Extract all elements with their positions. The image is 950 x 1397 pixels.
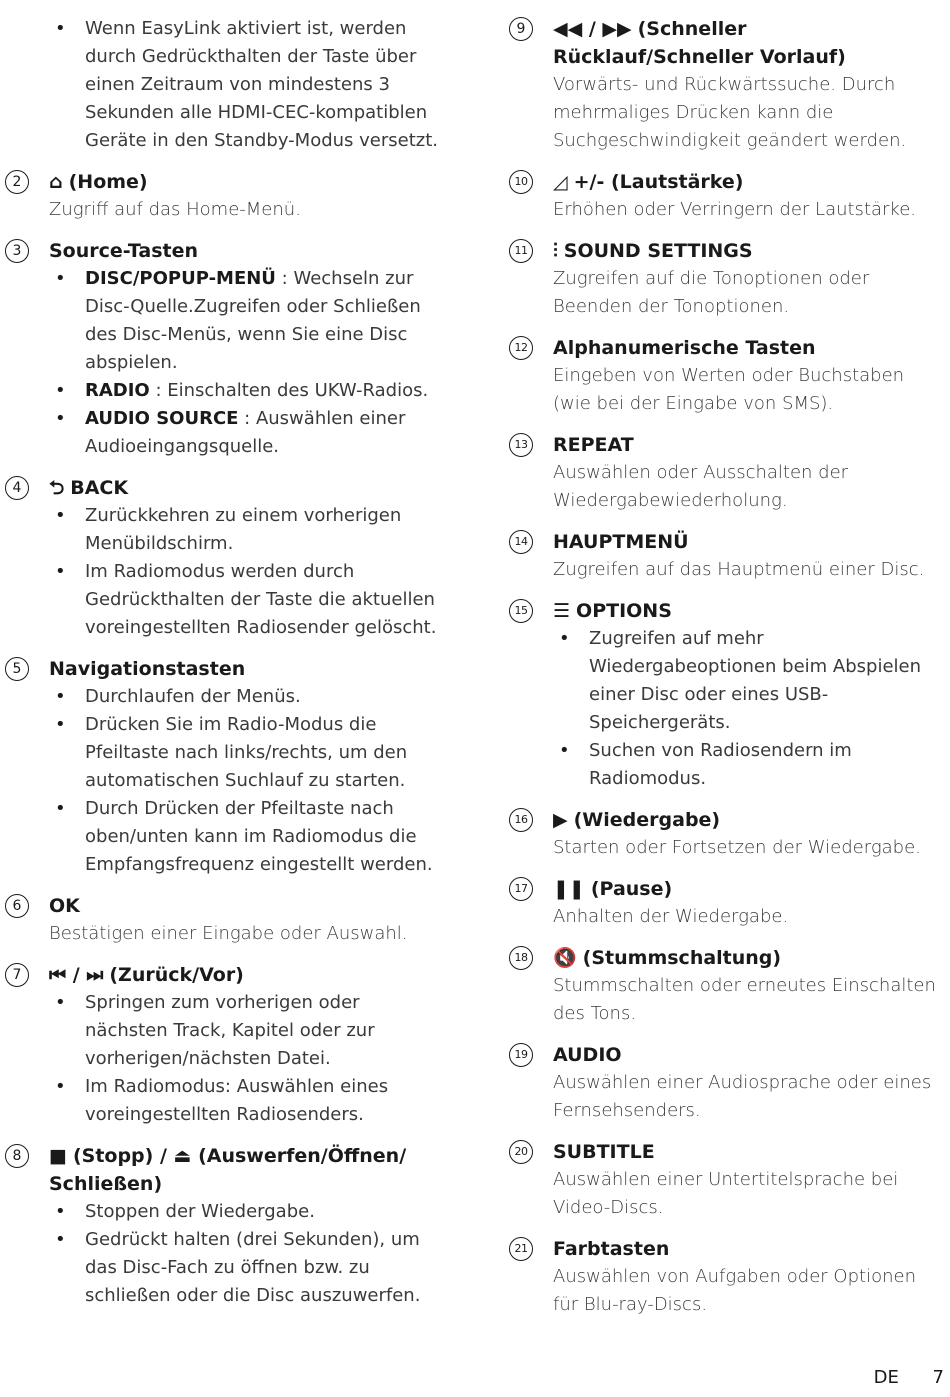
item-title-text: (Pause) <box>590 878 673 900</box>
item-title-text: Alphanumerische Tasten <box>553 337 816 359</box>
item-title <box>553 237 945 265</box>
item-number-badge: 16 <box>509 808 533 832</box>
item-number-badge: 2 <box>5 170 29 194</box>
item-number-badge: 10 <box>509 170 533 194</box>
item-number-badge: 5 <box>5 657 29 681</box>
item-title-text: HAUPTMENÜ <box>553 531 689 553</box>
item-description: Zugreifen auf die Tonoptionen oder Beenden der Tonoptionen. <box>553 268 870 317</box>
key-label: RADIO <box>85 380 150 401</box>
item-title-text: Source-Tasten <box>49 240 199 262</box>
item-number-badge: 12 <box>509 336 533 360</box>
item-title-text: OPTIONS <box>576 600 672 622</box>
item-number-badge: 6 <box>5 894 29 918</box>
item-description: Zugreifen auf das Hauptmenü einer Disc. <box>553 559 925 580</box>
bullet-item <box>49 558 445 642</box>
control-item-5 <box>5 655 445 879</box>
bullet-item <box>553 737 945 793</box>
bullet-item <box>49 989 445 1073</box>
intro-bullets <box>49 15 445 155</box>
control-item-8 <box>5 1142 445 1310</box>
item-description: Bestätigen einer Eingabe oder Auswahl. <box>49 923 408 944</box>
control-item-14 <box>509 528 945 584</box>
bullet-item <box>49 377 445 405</box>
item-description: Vorwärts- und Rückwärtssuche. Durch mehrmaliges Drücken kann die Suchgeschwindigkeit geändert werden. <box>553 74 907 151</box>
item-description: Stummschalten oder erneutes Einschalten des Tons. <box>553 975 936 1024</box>
item-bullets <box>49 502 445 642</box>
item-title-text: (Zurück/Vor) <box>109 964 244 986</box>
bullet-item <box>553 625 945 737</box>
item-title <box>49 961 445 989</box>
bullet-text: Im Radiomodus werden durch Gedrückthalten der Taste die aktuellen voreingestellten Radiosender gelöscht. <box>85 561 437 638</box>
item-number-badge: 4 <box>5 476 29 500</box>
bullet-item <box>49 1073 445 1129</box>
item-title <box>553 597 945 625</box>
item-number-badge: 8 <box>5 1144 29 1168</box>
item-title <box>553 15 945 71</box>
item-title-text: +/- (Lautstärke) <box>573 171 744 193</box>
bullet-item <box>49 1226 445 1310</box>
bullet-text: Durchlaufen der Menüs. <box>85 686 301 707</box>
item-title <box>553 334 945 362</box>
item-title <box>49 237 445 265</box>
item-description: Anhalten der Wiedergabe. <box>553 906 789 927</box>
item-description: Eingeben von Werten oder Buchstaben (wie bei der Eingabe von SMS). <box>553 365 905 414</box>
item-title-text: SOUND SETTINGS <box>563 240 753 262</box>
bullet-text: Springen zum vorherigen oder nächsten Track, Kapitel oder zur vorherigen/nächsten Datei. <box>85 992 375 1069</box>
control-item-21 <box>509 1235 945 1319</box>
item-title <box>553 806 945 834</box>
item-number-badge: 14 <box>509 530 533 554</box>
button-symbol-icon: 🔇 <box>553 947 577 969</box>
item-bullets <box>49 1198 445 1310</box>
control-item-13 <box>509 431 945 515</box>
item-number-badge: 18 <box>509 946 533 970</box>
bullet-text: Im Radiomodus: Auswählen eines voreingestellten Radiosenders. <box>85 1076 389 1125</box>
key-label: AUDIO SOURCE <box>85 408 239 429</box>
item-bullets <box>49 265 445 461</box>
control-item-9 <box>509 15 945 155</box>
item-title-text: SUBTITLE <box>553 1141 655 1163</box>
bullet-text: Gedrückt halten (drei Sekunden), um das Disc-Fach zu öffnen bzw. zu schließen oder die Disc auszuwerfen. <box>85 1229 421 1306</box>
item-title <box>553 875 945 903</box>
control-item-2 <box>5 168 445 224</box>
left-column <box>5 15 445 1323</box>
control-item-10 <box>509 168 945 224</box>
item-title-text: Farbtasten <box>553 1238 670 1260</box>
control-item-4 <box>5 474 445 642</box>
bullet-item <box>49 405 445 461</box>
item-title-text: (Home) <box>68 171 148 193</box>
item-number-badge: 15 <box>509 599 533 623</box>
item-title-text: (Stummschaltung) <box>582 947 782 969</box>
item-number-badge: 20 <box>509 1140 533 1164</box>
right-column <box>509 15 945 1332</box>
control-item-16 <box>509 806 945 862</box>
control-item-3 <box>5 237 445 461</box>
bullet-text: Zugreifen auf mehr Wiedergabeoptionen beim Abspielen einer Disc oder eines USB-Speichergeräts. <box>589 628 921 733</box>
item-title <box>49 1142 445 1198</box>
language-code: DE <box>873 1367 899 1388</box>
button-symbol-icon: ⮌ <box>49 477 65 499</box>
item-title-text: (Schneller Rücklauf/Schneller Vorlauf) <box>553 18 846 68</box>
page-footer <box>874 1367 944 1388</box>
bullet-item <box>49 502 445 558</box>
bullet-item <box>49 265 445 377</box>
item-title <box>49 168 445 196</box>
item-description: Auswählen einer Audiosprache oder eines Fernsehsenders. <box>553 1072 932 1121</box>
item-number-badge: 19 <box>509 1043 533 1067</box>
bullet-text: : Einschalten des UKW-Radios. <box>149 380 429 401</box>
bullet-item <box>49 711 445 795</box>
item-title-text: REPEAT <box>553 434 634 456</box>
item-number-badge: 21 <box>509 1237 533 1261</box>
item-title <box>553 1138 945 1166</box>
page-number: 7 <box>932 1367 944 1388</box>
item-number-badge: 3 <box>5 239 29 263</box>
right-item-list <box>509 15 945 1319</box>
bullet-text: Durch Drücken der Pfeiltaste nach oben/unten kann im Radiomodus die Empfangsfrequenz eingestellt werden. <box>85 798 433 875</box>
item-number-badge: 11 <box>509 239 533 263</box>
item-title-text: (Wiedergabe) <box>573 809 721 831</box>
item-number-badge: 13 <box>509 433 533 457</box>
bullet-text: Zurückkehren zu einem vorherigen Menübildschirm. <box>85 505 402 554</box>
item-title <box>49 474 445 502</box>
bullet-item <box>49 795 445 879</box>
item-title-text: BACK <box>70 477 129 499</box>
item-title <box>553 1041 945 1069</box>
bullet-item <box>49 683 445 711</box>
item-title <box>553 168 945 196</box>
key-label: DISC/POPUP-MENÜ <box>85 268 276 289</box>
item-number-badge: 9 <box>509 17 533 41</box>
item-title <box>553 944 945 972</box>
item-title <box>553 528 945 556</box>
item-number-badge: 17 <box>509 877 533 901</box>
button-symbol-icon: ▶ <box>553 809 568 831</box>
item-title-text: Navigationstasten <box>49 658 246 680</box>
item-bullets <box>553 625 945 793</box>
item-description: Auswählen von Aufgaben oder Optionen für Blu-ray-Discs. <box>553 1266 916 1315</box>
control-item-15 <box>509 597 945 793</box>
control-item-11 <box>509 237 945 321</box>
control-item-12 <box>509 334 945 418</box>
item-title <box>49 655 445 683</box>
item-title <box>553 431 945 459</box>
button-symbol-icon: ⫶ <box>553 240 558 262</box>
control-item-18 <box>509 944 945 1028</box>
button-symbol-icon: ❚❚ <box>553 878 585 900</box>
item-bullets <box>49 989 445 1129</box>
bullet-text: Stoppen der Wiedergabe. <box>85 1201 315 1222</box>
button-symbol-icon: ⌂ <box>49 171 63 193</box>
button-symbol-icon: ☰ <box>553 600 571 622</box>
bullet-text: Suchen von Radiosendern im Radiomodus. <box>589 740 852 789</box>
control-item-17 <box>509 875 945 931</box>
bullet-text: Drücken Sie im Radio-Modus die Pfeiltaste nach links/rechts, um den automatischen Suchlauf zu starten. <box>85 714 408 791</box>
item-number-badge: 7 <box>5 963 29 987</box>
bullet-text: : Wechseln zur Disc-Quelle.Zugreifen oder Schließen des Disc-Menüs, wenn Sie eine Disc abspielen. <box>85 268 421 373</box>
button-symbol-icon: ◿ <box>553 171 568 193</box>
control-item-6 <box>5 892 445 948</box>
item-description: Erhöhen oder Verringern der Lautstärke. <box>553 199 917 220</box>
item-description: Auswählen einer Untertitelsprache bei Video-Discs. <box>553 1169 899 1218</box>
button-symbol-icon: ⏮ / ⏭ <box>49 964 104 986</box>
item-description: Auswählen oder Ausschalten der Wiedergabewiederholung. <box>553 462 849 511</box>
item-description: Starten oder Fortsetzen der Wiedergabe. <box>553 837 921 858</box>
bullet-text: : Auswählen einer Audioeingangsquelle. <box>85 408 406 457</box>
left-item-list <box>5 168 445 1310</box>
control-item-20 <box>509 1138 945 1222</box>
item-title-text: AUDIO <box>553 1044 622 1066</box>
bullet-item: • Wenn EasyLink aktiviert ist, werden durch Gedrückthalten der Taste über einen Zeitraum von mindestens 3 Sekunden alle HDMI-CEC-kompatiblen Geräte in den Standby-Modus versetzt. <box>49 15 445 155</box>
control-item-7 <box>5 961 445 1129</box>
item-title <box>553 1235 945 1263</box>
item-description: Zugriff auf das Home-Menü. <box>49 199 301 220</box>
item-bullets <box>49 683 445 879</box>
button-symbol-icon: ■ <box>49 1145 67 1167</box>
bullet-item <box>49 1198 445 1226</box>
item-title-text: (Stopp) / ⏏ (Auswerfen/Öffnen/ Schließen) <box>49 1145 407 1195</box>
item-title <box>49 892 445 920</box>
control-item-19 <box>509 1041 945 1125</box>
item-title-text: OK <box>49 895 80 917</box>
intro-bullet-list <box>5 15 445 155</box>
button-symbol-icon: ◀◀ / ▶▶ <box>553 18 632 40</box>
